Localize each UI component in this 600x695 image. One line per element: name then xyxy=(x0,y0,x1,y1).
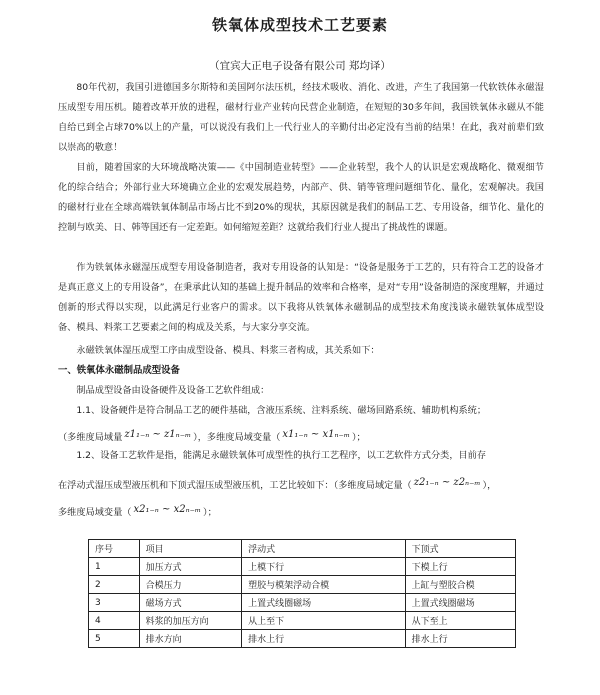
table-cell: 排水上行 xyxy=(242,630,406,648)
table-row xyxy=(89,576,516,594)
paragraph-strategy: 目前，随着国家的大环境战略决策——《中国制造业转型》——企业转型，我个人的认识是宏观战略化、微观细节化的综合结合；外部行业大环境确立企业的宏观发展趋势，内部产、供、销等管理问题细节化、量化，宏观解决。我国的磁材行业在全球高端铁氧体制品市场占比不到20%的现状，其原因就是我们的制品工艺、专用设备，细节化、量化的控制与欧美、日、韩等国还有一定差距。如何缩短差距？这就给我们行业人提出了挑战性的课题。 xyxy=(58,162,544,233)
table-row xyxy=(89,612,516,630)
table-cell: 合模压力 xyxy=(139,576,241,594)
table-cell: 从上至下 xyxy=(242,612,406,630)
table-cell: 3 xyxy=(89,594,140,612)
document-title: 铁氧体成型技术工艺要素 xyxy=(211,16,388,34)
table-header-cell: 下顶式 xyxy=(405,540,515,558)
table-cell: 下模上行 xyxy=(405,558,515,576)
table-header-cell: 浮动式 xyxy=(242,540,406,558)
table-cell: 上模下行 xyxy=(242,558,406,576)
table-header-cell: 项目 xyxy=(139,540,241,558)
formula-label-b: ），多维度局域变量（ xyxy=(193,432,281,443)
table-row xyxy=(89,630,516,648)
item-1-1-formula-line xyxy=(58,425,544,448)
table-cell: 磁场方式 xyxy=(139,594,241,612)
table-cell: 料浆的加压方向 xyxy=(139,612,241,630)
item-1-2-text: 1.2、设备工艺软件是指，能满足永磁铁氧体可成型性的执行工艺程序，以工艺软件方式分类，目前存 xyxy=(76,450,487,461)
item-1-2-line2 xyxy=(58,473,544,496)
table-cell: 加压方式 xyxy=(139,558,241,576)
item-1-2-line3-end: ）； xyxy=(203,507,217,518)
table-cell: 排水方向 xyxy=(139,630,241,648)
table-cell: 上置式线圈磁场 xyxy=(405,594,515,612)
paragraph-composition: 永磁铁氧体湿压成型工序由成型设备、模具、料浆三者构成，其关系如下： xyxy=(76,345,380,356)
table-cell: 1 xyxy=(89,558,140,576)
item-1-2-line2-end: ）， xyxy=(482,480,497,491)
table-cell: 4 xyxy=(89,612,140,630)
item-1-1-text: 1.1、设备硬件是符合制品工艺的硬件基础，含液压系统、注料系统、磁场回路系统、辅助机构系统； xyxy=(76,405,487,416)
table-row xyxy=(89,594,516,612)
table-cell: 2 xyxy=(89,576,140,594)
formula-x1: x1₁₋ₙ ~ x1ₙ₋ₘ xyxy=(282,429,350,440)
table-cell: 5 xyxy=(89,630,140,648)
item-1-2-line3 xyxy=(58,500,544,523)
paragraph-history: 80年代初，我国引进德国多尔斯特和美国阿尔法压机，经技术吸收、消化、改进，产生了我国第一代软铁体永磁湿压成型专用压机。随着改革开放的进程，磁材行业产业转向民营企业制造，在短短的30多年间，我国铁氧体永磁从不能自给已到全占球70%以上的产量，可以说没有我们上一代行业人的辛勤付出必定没有当前的结果！在此，我对前辈们致以崇高的敬意！ xyxy=(58,82,544,153)
item-1-2-line3-text: 多维度局域变量（ xyxy=(58,507,132,518)
formula-z1: z1₁₋ₙ ~ z1ₙ₋ₘ xyxy=(124,429,192,440)
section-heading: 一、铁氧体永磁制品成型设备 xyxy=(58,365,180,376)
paragraph-equipment-view: 作为铁氧体永磁湿压成型专用设备制造者，我对专用设备的认知是：“设备是服务于工艺的，只有符合工艺的设备才是真正意义上的专用设备”，在秉承此认知的基础上提升制品的效率和合格率，是对“专用”设备制造的深度理解，并通过创新的形式得以实现，以此满足行业客户的需求。以下我将从铁氧体永磁制品的成型技术角度浅谈永磁铁氧体成型设备、模具、料浆工艺要素之间的构成及关系，与大家分享交流。 xyxy=(58,262,544,333)
formula-x2: x2₁₋ₙ ~ x2ₙ₋ₘ xyxy=(133,504,202,515)
formula-end: ）； xyxy=(351,432,366,443)
table-cell: 上缸与塑胶合模 xyxy=(405,576,515,594)
table-header-row xyxy=(89,540,516,558)
formula-label-a: （多维度局域量 xyxy=(58,432,123,443)
author-line: （宜宾大正电子设备有限公司 郑均译） xyxy=(209,60,391,72)
table-cell: 塑胶与模架浮动合模 xyxy=(242,576,406,594)
process-comparison-table xyxy=(88,539,516,648)
formula-z2: z2₁₋ₙ ~ z2ₙ₋ₘ xyxy=(413,477,481,488)
section-intro: 制品成型设备由设备硬件及设备工艺软件组成： xyxy=(76,385,270,396)
table-row xyxy=(89,558,516,576)
table-cell: 排水上行 xyxy=(405,630,515,648)
table-cell: 上置式线圈磁场 xyxy=(242,594,406,612)
item-1-2-line2-text: 在浮动式湿压成型液压机和下顶式湿压成型液压机，工艺比较如下：（多维度局域定量（ xyxy=(58,480,412,491)
table-cell: 从下至上 xyxy=(405,612,515,630)
table-header-cell: 序号 xyxy=(89,540,140,558)
